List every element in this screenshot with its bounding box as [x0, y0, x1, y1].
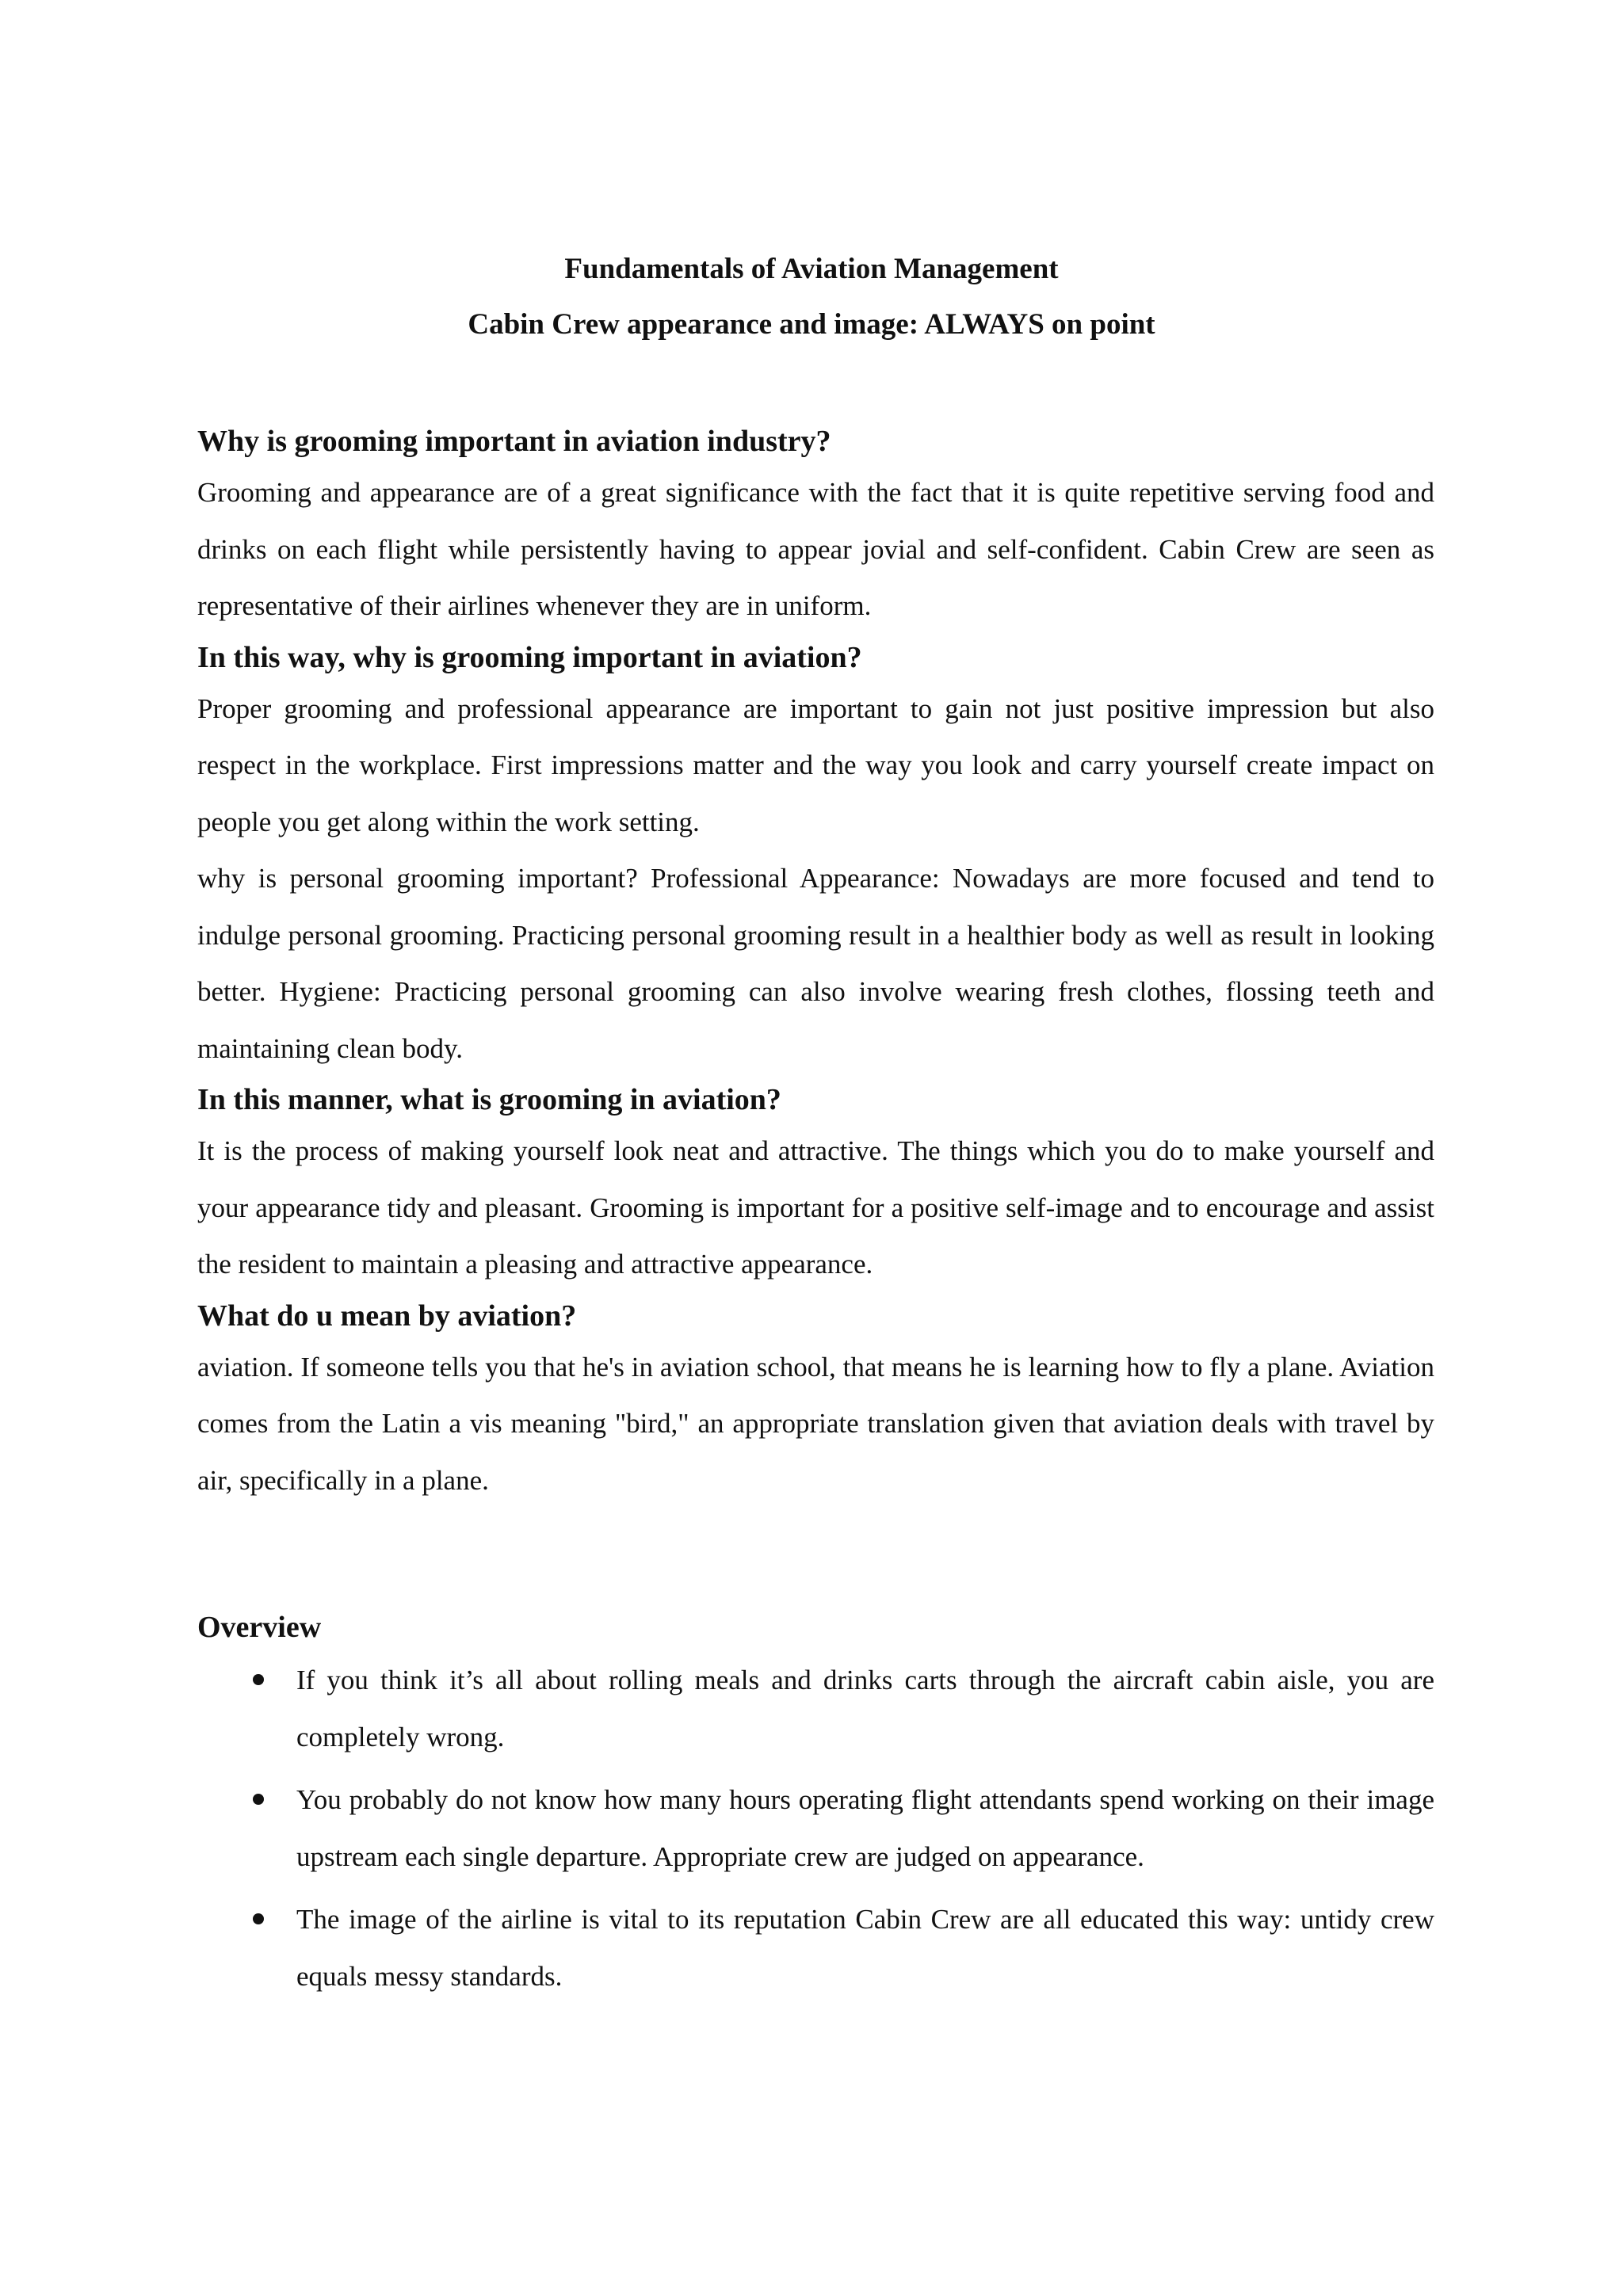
section-heading-grooming-industry: Why is grooming important in aviation industry? [197, 425, 831, 458]
bullet-text: You probably do not know how many hours operating flight attendants spend working on their image upstream each single departure. Appropriate crew are judged on appearance. [296, 1784, 1434, 1872]
section-paragraph-what-is-grooming: It is the process of making yourself look neat and attractive. The things which you do to make yourself and your appearance tidy and pleasant. Grooming is important for a positive self-image and to encourage and assist the resident to maintain a pleasing and attractive appearance. [197, 1135, 1434, 1280]
document-title: Fundamentals of Aviation Management [564, 253, 1059, 285]
section-heading-grooming-aviation: In this way, why is grooming important in aviation? [197, 640, 862, 674]
document-subtitle: Cabin Crew appearance and image: ALWAYS on point [468, 308, 1155, 341]
list-item [197, 1652, 1434, 1765]
section-heading-what-is-grooming: In this manner, what is grooming in aviation? [197, 1083, 781, 1116]
overview-section [197, 1604, 1434, 2011]
bullet-dot-icon [253, 1794, 264, 1805]
section-heading-what-is-aviation: What do u mean by aviation? [197, 1299, 577, 1333]
bullet-dot-icon [253, 1674, 264, 1685]
section-paragraph-grooming-industry: Grooming and appearance are of a great significance with the fact that it is quite repetitive serving food and drinks on each flight while persistently having to appear jovial and self-confident. Cabin Crew are seen as representative of their airlines whenever they are in uniform. [197, 477, 1434, 621]
section-paragraph-grooming-aviation: Proper grooming and professional appearance are important to gain not just positive impression but also respect in the workplace. First impressions matter and the way you look and carry yourself create impact on people you get along within the work setting. [197, 692, 1434, 837]
list-item [197, 1772, 1434, 1885]
bullet-dot-icon [253, 1913, 264, 1924]
overview-bullet-list [197, 1652, 1434, 2004]
bullet-text: The image of the airline is vital to its reputation Cabin Crew are all educated this way: untidy crew equals messy standards. [296, 1904, 1434, 1992]
document-body [197, 418, 1434, 1508]
list-item [197, 1891, 1434, 2004]
overview-heading: Overview [197, 1611, 322, 1644]
section-paragraph-what-is-aviation: aviation. If someone tells you that he's in aviation school, that means he is learning how to fly a plane. Aviation comes from the Latin a vis meaning "bird," an appropriate translation given that aviation deals with travel by air, specifically in a plane. [197, 1351, 1434, 1496]
section-paragraph-personal-grooming: why is personal grooming important? Professional Appearance: Nowadays are more focused and tend to indulge personal grooming. Practicing personal grooming result in a healthier body as well as result in looking better. Hygiene: Practicing personal grooming can also involve wearing fresh clothes, flossing teeth and maintaining clean body. [197, 863, 1434, 1064]
bullet-text: If you think it’s all about rolling meals and drinks carts through the aircraft cabin aisle, you are completely wrong. [296, 1665, 1434, 1753]
